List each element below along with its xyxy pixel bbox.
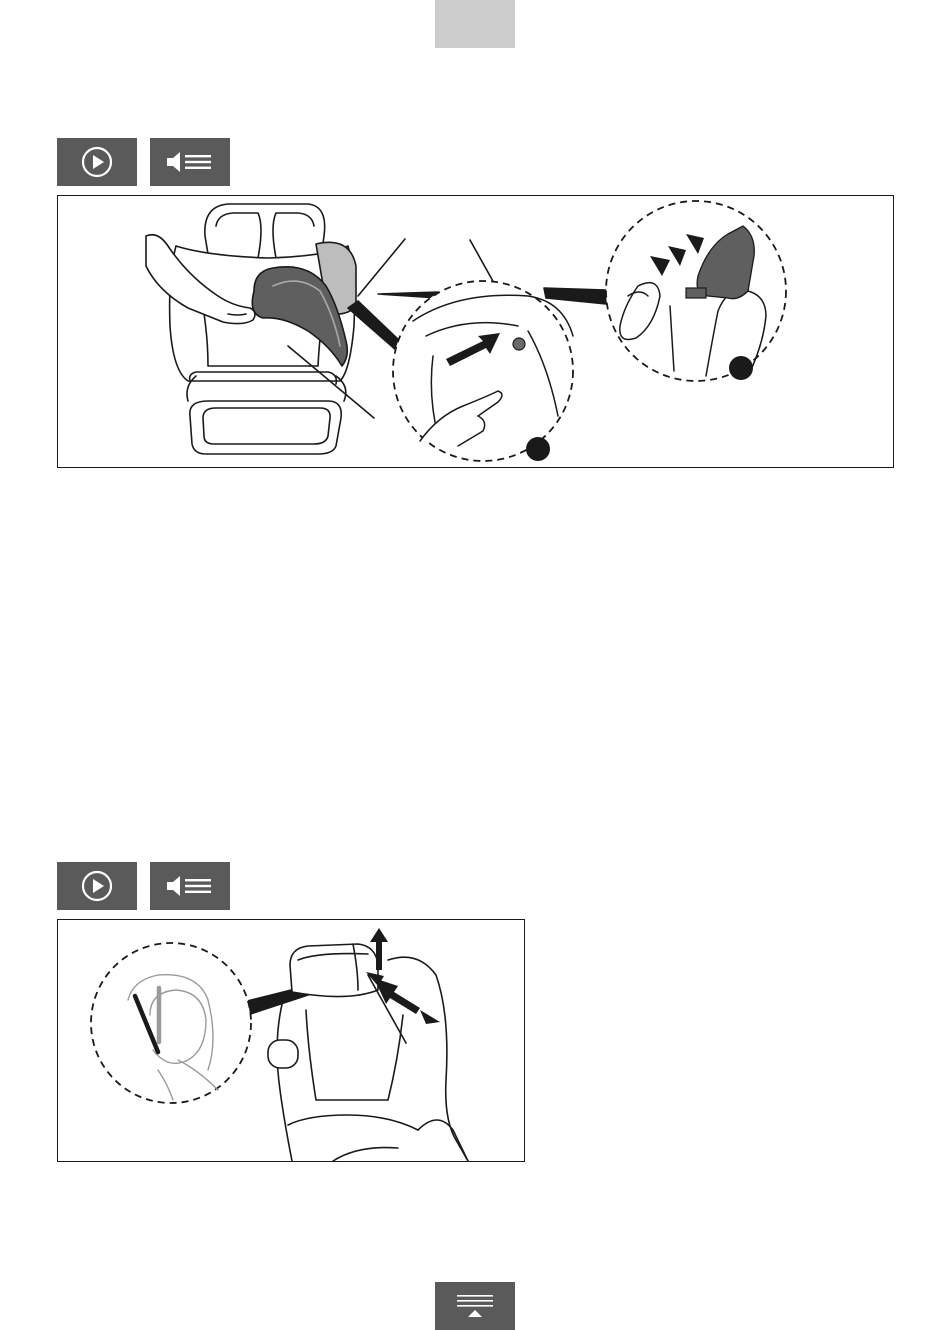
back-to-menu-button[interactable] <box>435 1282 515 1330</box>
speaker-text-icon <box>165 873 215 899</box>
headrest-adjustment-illustration <box>58 920 524 1161</box>
seat-cover-release-illustration <box>58 196 893 467</box>
step-marker-dot <box>526 437 550 461</box>
step-marker-dot <box>729 356 753 380</box>
play-icon <box>80 145 114 179</box>
zoom-detail-headrest-position <box>91 943 251 1103</box>
menu-up-icon <box>455 1291 495 1321</box>
play-video-button[interactable] <box>57 138 137 186</box>
page-top-tab <box>435 0 515 48</box>
play-video-button[interactable] <box>57 862 137 910</box>
play-icon <box>80 869 114 903</box>
headrest-adjustment-figure <box>57 919 525 1162</box>
seat-cover-release-figure <box>57 195 894 468</box>
speaker-text-icon <box>165 149 215 175</box>
zoom-detail-button-press <box>393 281 573 461</box>
audio-text-button[interactable] <box>150 862 230 910</box>
audio-text-button[interactable] <box>150 138 230 186</box>
zoom-detail-cover-clip <box>606 201 786 381</box>
